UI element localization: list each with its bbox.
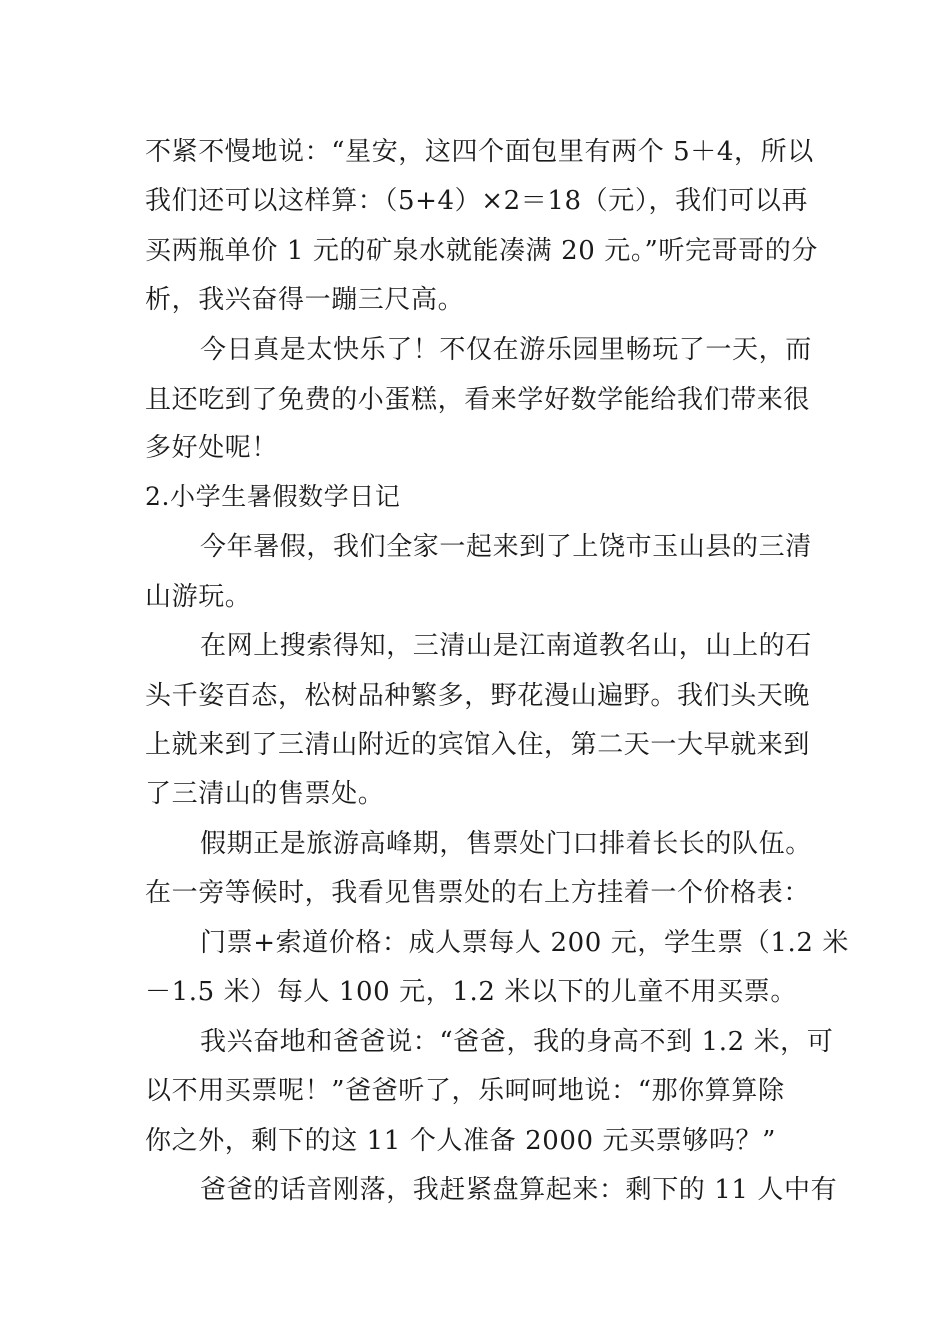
text-line: 不紧不慢地说：“星安，这四个面包里有两个 5＋4，所以 bbox=[145, 137, 814, 167]
paragraph-first-line: 门票+索道价格：成人票每人 200 元，学生票（1.2 米 bbox=[200, 928, 849, 958]
paragraph-first-line: 今年暑假，我们全家一起来到了上饶市玉山县的三清 bbox=[200, 532, 812, 562]
text-line: 析，我兴奋得一蹦三尺高。 bbox=[145, 285, 465, 315]
paragraph-first-line: 今日真是太快乐了！不仅在游乐园里畅玩了一天，而 bbox=[200, 335, 812, 365]
section-heading: 2.小学生暑假数学日记 bbox=[145, 482, 401, 511]
text-line: 且还吃到了免费的小蛋糕，看来学好数学能给我们带来很 bbox=[145, 385, 811, 415]
paragraph-first-line: 在网上搜索得知，三清山是江南道教名山，山上的石 bbox=[200, 631, 812, 661]
text-line: 了三清山的售票处。 bbox=[145, 779, 385, 809]
text-line: 你之外，剩下的这 11 个人准备 2000 元买票够吗？” bbox=[145, 1126, 777, 1156]
text-line: 多好处呢！ bbox=[145, 433, 279, 463]
text-line: 山游玩。 bbox=[145, 582, 252, 612]
text-line: 在一旁等候时，我看见售票处的右上方挂着一个价格表： bbox=[145, 878, 811, 908]
paragraph-first-line: 我兴奋地和爸爸说：“爸爸，我的身高不到 1.2 米，可 bbox=[200, 1027, 834, 1057]
text-line: －1.5 米）每人 100 元，1.2 米以下的儿童不用买票。 bbox=[145, 977, 797, 1007]
text-line: 头千姿百态，松树品种繁多，野花漫山遍野。我们头天晚 bbox=[145, 681, 811, 711]
text-line: 以不用买票呢！”爸爸听了，乐呵呵地说：“那你算算除 bbox=[145, 1076, 785, 1106]
paragraph-first-line: 假期正是旅游高峰期，售票处门口排着长长的队伍。 bbox=[200, 829, 812, 859]
text-line: 我们还可以这样算：（5+4）×2＝18（元），我们可以再 bbox=[145, 186, 809, 216]
paragraph-first-line: 爸爸的话音刚落，我赶紧盘算起来：剩下的 11 人中有 bbox=[200, 1175, 838, 1205]
text-line: 买两瓶单价 1 元的矿泉水就能凑满 20 元。”听完哥哥的分 bbox=[145, 236, 818, 266]
text-line: 上就来到了三清山附近的宾馆入住，第二天一大早就来到 bbox=[145, 730, 811, 760]
